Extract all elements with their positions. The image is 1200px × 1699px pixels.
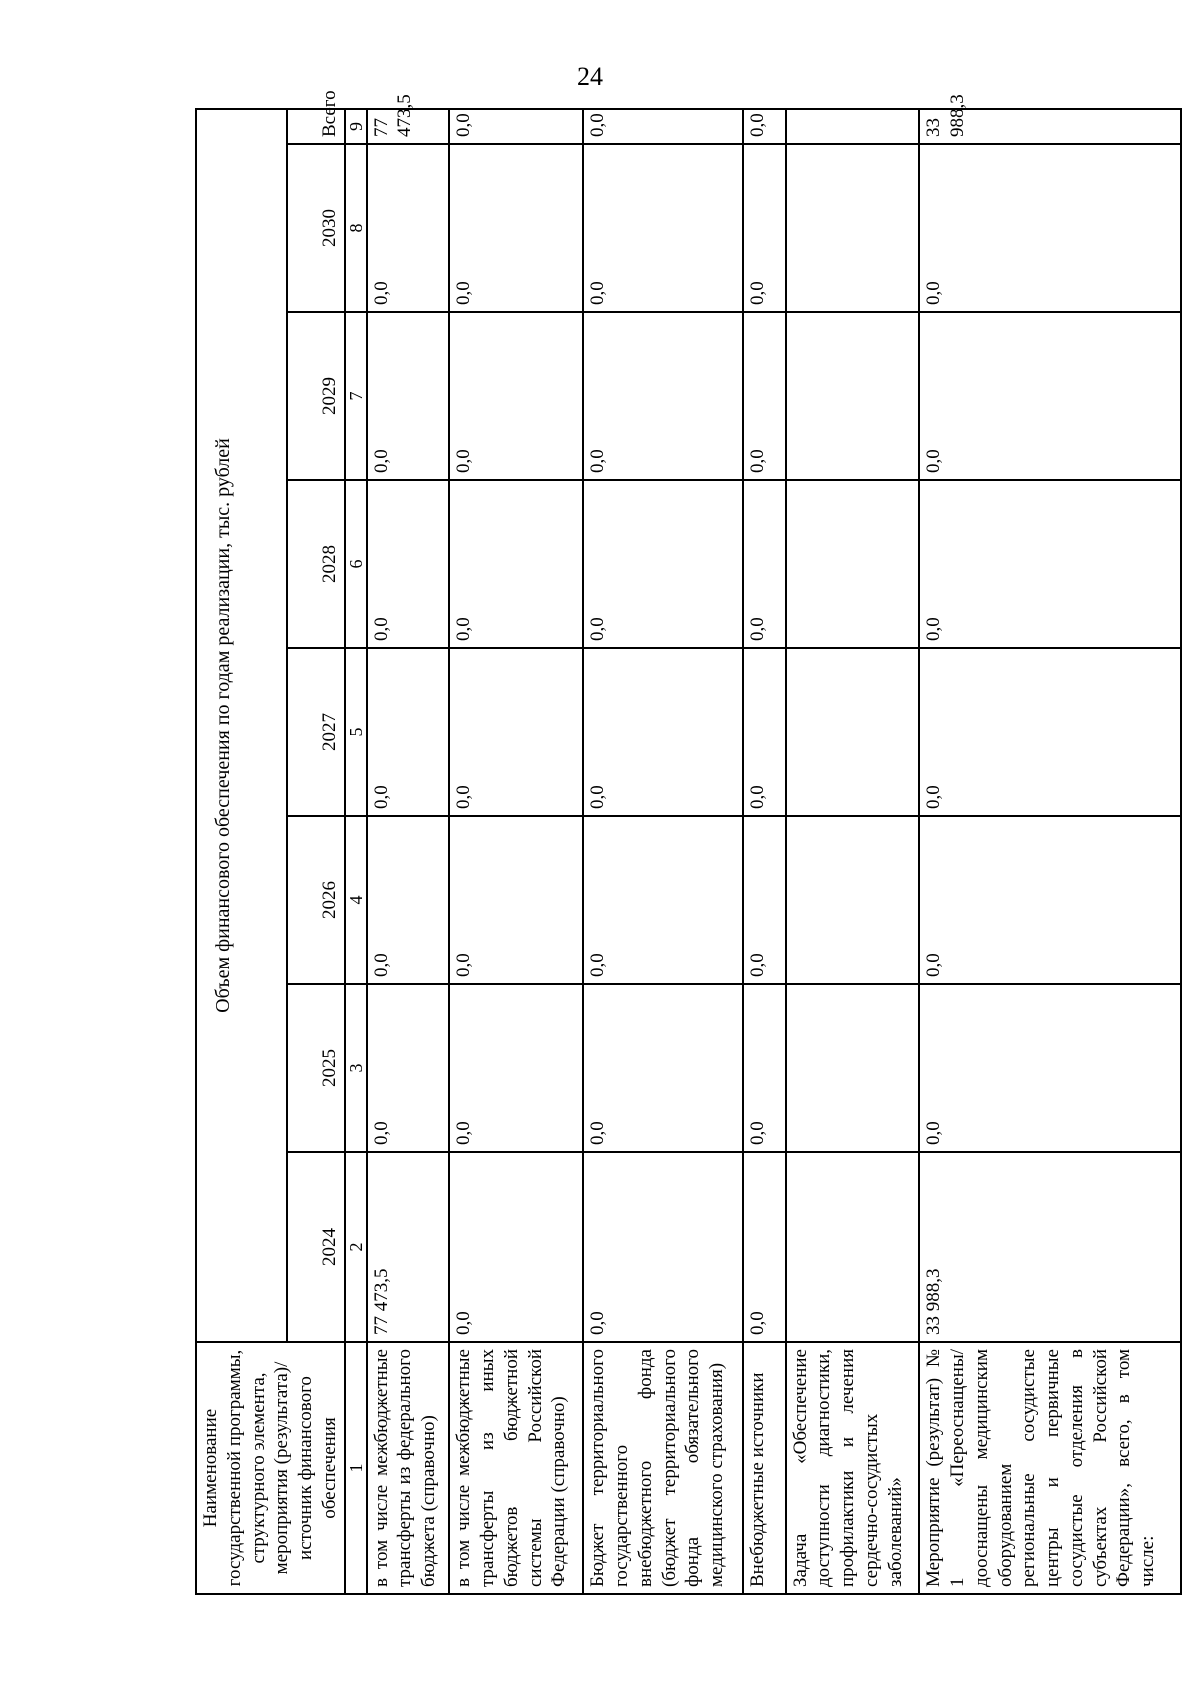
value-cell: 33 988,3 [919,1152,1180,1342]
value-cell: 0,0 [919,480,1180,648]
value-cell: 0,0 [583,1152,742,1342]
table-row [583,109,742,1594]
value-cell: 33 988,3 [919,109,1180,144]
column-number: 7 [345,312,367,480]
row-label: в том числе межбюджетные трансферты из иных бюджетов бюджетной системы Российской Федерации (справочно) [449,1342,583,1594]
value-cell: 0,0 [449,312,583,480]
value-cell: 0,0 [449,816,583,984]
value-cell: 0,0 [449,984,583,1152]
table-row [449,109,583,1594]
value-cell: 0,0 [743,480,786,648]
value-cell: 0,0 [919,648,1180,816]
column-number: 4 [345,816,367,984]
value-cell [786,312,920,480]
value-cell: 0,0 [449,480,583,648]
value-cell: 0,0 [743,648,786,816]
value-cell: 0,0 [919,816,1180,984]
value-cell: 0,0 [919,984,1180,1152]
value-cell: 77 473,5 [367,1152,450,1342]
year-header: 2024 [287,1152,345,1342]
value-cell: 0,0 [583,816,742,984]
value-cell [786,480,920,648]
financing-volume-header: Объем финансового обеспечения по годам реализации, тыс. рублей [196,109,287,1342]
name-column-header: Наименование государственной программы, структурного элемента, мероприятия (результата)/источник финансового обеспечения [196,1342,345,1594]
value-cell: 0,0 [367,816,450,984]
year-header: 2029 [287,312,345,480]
value-cell: 0,0 [583,480,742,648]
table-body [367,94,1181,1594]
value-cell: 0,0 [743,1152,786,1342]
value-cell: 0,0 [449,144,583,312]
value-cell [786,109,920,144]
year-header: 2025 [287,984,345,1152]
year-header: 2026 [287,816,345,984]
value-cell: 0,0 [367,144,450,312]
year-header: 2028 [287,480,345,648]
column-number: 2 [345,1152,367,1342]
value-cell: 0,0 [367,984,450,1152]
value-cell: 0,0 [583,648,742,816]
value-cell: 0,0 [583,984,742,1152]
header-row-group [196,109,287,1594]
value-cell: 0,0 [367,312,450,480]
year-header: 2030 [287,144,345,312]
value-cell: 0,0 [583,144,742,312]
row-label: Задача «Обеспечение доступности диагностики, профилактики и лечения сердечно-сосудистых заболеваний» [786,1342,920,1594]
value-cell: 77 473,5 [367,109,450,144]
value-cell: 0,0 [919,144,1180,312]
value-cell: 0,0 [743,312,786,480]
table-row [743,109,786,1594]
value-cell: 0,0 [449,109,583,144]
value-cell: 0,0 [743,984,786,1152]
value-cell [786,816,920,984]
value-cell: 0,0 [583,109,742,144]
value-cell: 0,0 [449,648,583,816]
row-label: Внебюджетные источники [743,1342,786,1594]
column-number: 3 [345,984,367,1152]
year-header: Всего [287,109,345,144]
column-number: 8 [345,144,367,312]
table-row [367,109,450,1594]
value-cell [786,144,920,312]
column-number: 5 [345,648,367,816]
table-row [919,109,1180,1594]
financing-table [195,90,1182,1595]
value-cell: 0,0 [743,144,786,312]
row-label: Бюджет территориального государственного внебюджетного фонда (бюджет территориального фонда обязательного медицинского страхования) [583,1342,742,1594]
rotated-table-wrapper [195,90,1159,1595]
year-header: 2027 [287,648,345,816]
value-cell [786,984,920,1152]
column-number: 9 [345,109,367,144]
value-cell: 0,0 [367,480,450,648]
table-row [786,109,920,1594]
value-cell: 0,0 [583,312,742,480]
value-cell: 0,0 [743,816,786,984]
row-label: Мероприятие (результат) № 1 «Переоснащены/дооснащены медицинским оборудованием региональные сосудистые центры и первичные сосудистые отделения в субъектах Российской Федерации», всего, в том числе: [919,1342,1180,1594]
column-number: 1 [345,1342,367,1594]
row-label: в том числе межбюджетные трансферты из федерального бюджета (справочно) [367,1342,450,1594]
value-cell: 0,0 [743,109,786,144]
page-number: 24 [577,62,603,91]
value-cell: 0,0 [367,648,450,816]
value-cell [786,1152,920,1342]
value-cell: 0,0 [449,1152,583,1342]
value-cell: 0,0 [919,312,1180,480]
column-number: 6 [345,480,367,648]
value-cell [786,648,920,816]
header-row-numbers [345,109,367,1594]
